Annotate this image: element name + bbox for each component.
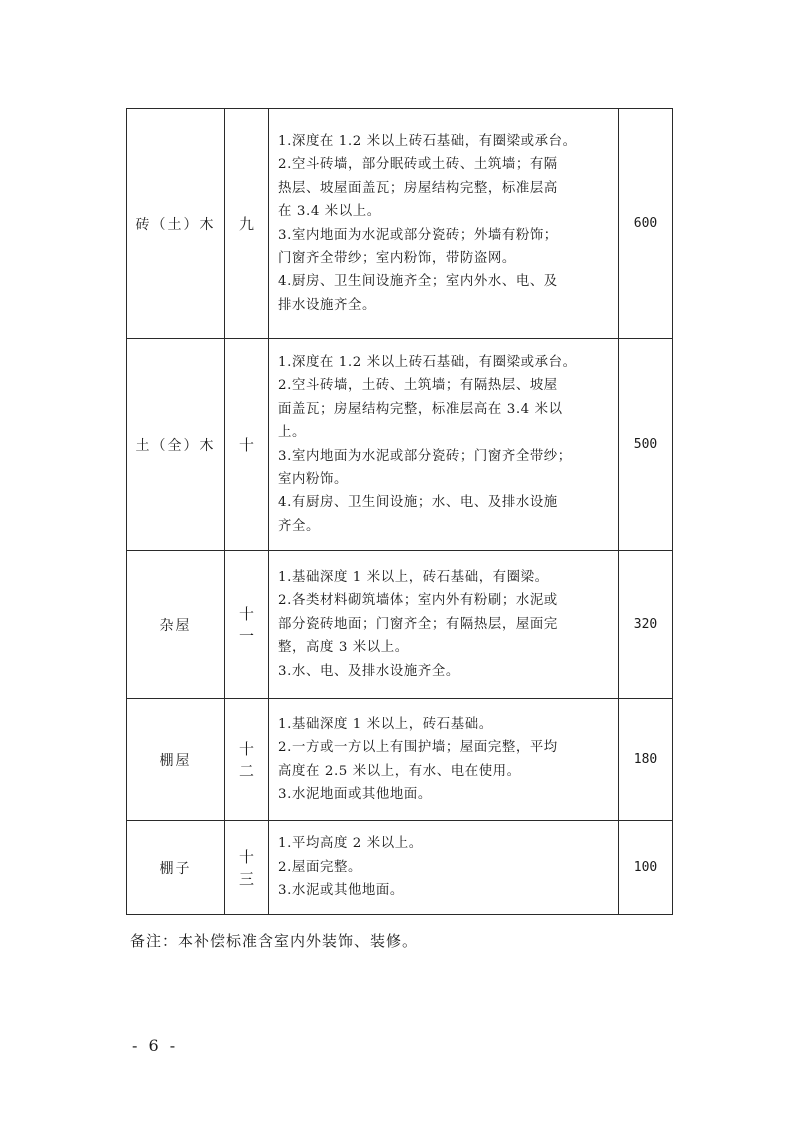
description-cell <box>269 821 619 915</box>
price-cell: 180 <box>619 699 673 821</box>
structure-type-cell: 砖（土）木 <box>127 109 225 339</box>
price-cell: 500 <box>619 339 673 551</box>
structure-type-cell: 棚子 <box>127 821 225 915</box>
grade-label: 十一 <box>238 604 254 645</box>
description-line: 热层、坡屋面盖瓦；房屋结构完整，标准层高 <box>278 180 558 196</box>
description-line: 1.深度在 1.2 米以上砖石基础，有圈梁或承台。 <box>278 133 577 149</box>
table-row <box>127 109 673 339</box>
description-line: 2.屋面完整。 <box>278 859 362 875</box>
description-line: 齐全。 <box>278 518 320 534</box>
description-line: 1.平均高度 2 米以上。 <box>278 836 423 852</box>
description-line: 门窗齐全带纱；室内粉饰，带防盗网。 <box>278 250 516 266</box>
compensation-standard-table <box>126 108 673 915</box>
table-row <box>127 339 673 551</box>
description-line: 2.空斗砖墙，土砖、土筑墙；有隔热层、坡屋 <box>278 378 558 394</box>
table-row <box>127 699 673 821</box>
description-line: 1.基础深度 1 米以上，砖石基础，有圈梁。 <box>278 569 549 585</box>
grade-cell <box>225 339 269 551</box>
description-line: 3.室内地面为水泥或部分瓷砖；门窗齐全带纱； <box>278 448 572 464</box>
grade-cell <box>225 109 269 339</box>
grade-cell <box>225 699 269 821</box>
description-line: 高度在 2.5 米以上，有水、电在使用。 <box>278 763 521 779</box>
description-line: 1.基础深度 1 米以上，砖石基础。 <box>278 716 493 732</box>
footnote: 备注：本补偿标准含室内外装饰、装修。 <box>130 932 419 950</box>
description-line: 1.深度在 1.2 米以上砖石基础，有圈梁或承台。 <box>278 354 577 370</box>
description-line: 部分瓷砖地面；门窗齐全；有隔热层，屋面完 <box>278 616 558 632</box>
description-line: 面盖瓦；房屋结构完整，标准层高在 3.4 米以 <box>278 401 563 417</box>
description-line: 整，高度 3 米以上。 <box>278 640 409 656</box>
description-line: 2.一方或一方以上有围护墙；屋面完整，平均 <box>278 740 558 756</box>
price-cell: 600 <box>619 109 673 339</box>
structure-type-cell: 杂屋 <box>127 551 225 699</box>
description-line: 4.厨房、卫生间设施齐全；室内外水、电、及 <box>278 274 558 290</box>
description-line: 2.空斗砖墙，部分眠砖或土砖、土筑墙；有隔 <box>278 157 558 173</box>
grade-label: 十二 <box>238 739 254 780</box>
grade-cell <box>225 821 269 915</box>
description-line: 3.室内地面为水泥或部分瓷砖；外墙有粉饰； <box>278 227 558 243</box>
description-line: 3.水、电、及排水设施齐全。 <box>278 663 460 679</box>
page-number: - 6 - <box>132 1036 179 1055</box>
price-cell: 320 <box>619 551 673 699</box>
description-line: 在 3.4 米以上。 <box>278 204 381 220</box>
structure-type-cell: 土（全）木 <box>127 339 225 551</box>
description-line: 3.水泥或其他地面。 <box>278 883 404 899</box>
description-line: 排水设施齐全。 <box>278 297 376 313</box>
description-line: 2.各类材料砌筑墙体；室内外有粉刷；水泥或 <box>278 593 558 609</box>
description-cell <box>269 551 619 699</box>
description-cell <box>269 699 619 821</box>
price-cell: 100 <box>619 821 673 915</box>
description-line: 室内粉饰。 <box>278 471 348 487</box>
table-row <box>127 821 673 915</box>
grade-label: 十三 <box>238 847 254 888</box>
structure-type-cell: 棚屋 <box>127 699 225 821</box>
table-body <box>127 109 673 915</box>
grade-cell <box>225 551 269 699</box>
table-row <box>127 551 673 699</box>
description-cell <box>269 339 619 551</box>
grade-label: 九 <box>238 214 254 233</box>
description-line: 4.有厨房、卫生间设施；水、电、及排水设施 <box>278 495 558 511</box>
description-cell <box>269 109 619 339</box>
grade-label: 十 <box>238 435 254 454</box>
description-line: 3.水泥地面或其他地面。 <box>278 786 432 802</box>
description-line: 上。 <box>278 425 306 441</box>
